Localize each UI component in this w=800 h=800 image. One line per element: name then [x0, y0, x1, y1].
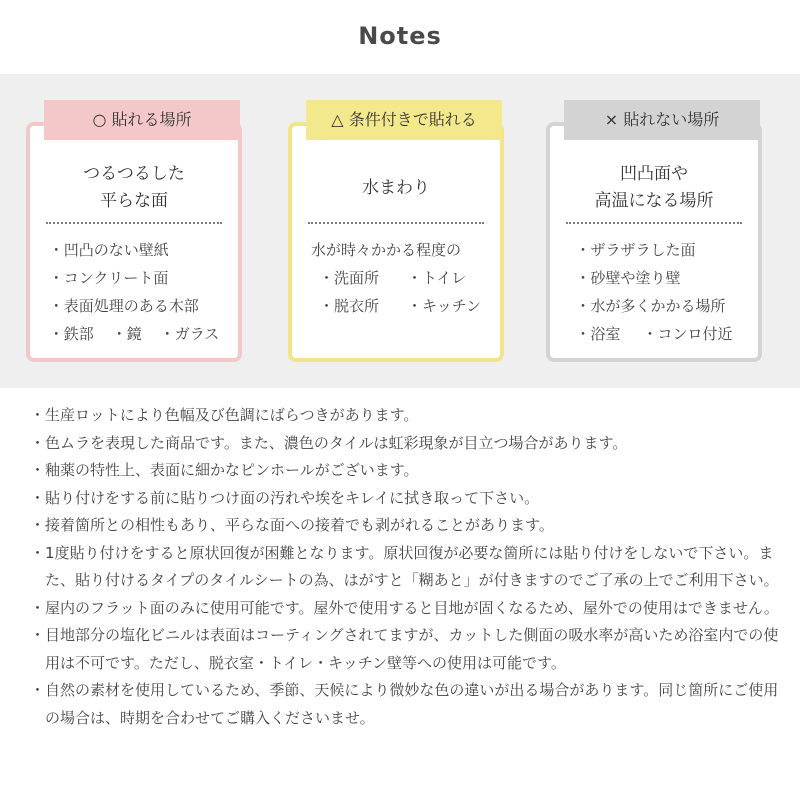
card-conditional	[288, 110, 504, 362]
note-bullet: ・	[30, 433, 46, 452]
card-cannot-apply	[546, 110, 762, 362]
card-tag-can-apply: ○ 貼れる場所	[44, 100, 240, 140]
card-heading	[292, 156, 500, 220]
list-item: ・キッチン	[407, 297, 481, 315]
note-text: 1度貼り付けをすると原状回復が困難となります。原状回復が必要な箇所には貼り付けをしないで下さい。また、貼り付けるタイプのタイルシートの為、はがすと「糊あと」が付きますのでご了承の上でご利用下さい。	[45, 543, 779, 589]
note-bullet: ・	[30, 488, 46, 507]
list-item: ・コンクリート面	[48, 269, 169, 287]
note-bullet: ・	[30, 516, 46, 534]
card-can-apply	[26, 110, 242, 362]
page-title: Notes	[358, 22, 442, 50]
card-heading-line: 高温になる場所	[594, 191, 714, 211]
card-heading-line: 凹凸面や	[620, 164, 688, 184]
dotted-divider	[46, 222, 222, 224]
list-item: ・ガラス	[159, 325, 220, 343]
note-bullet: ・	[30, 461, 46, 479]
list-item-row	[311, 292, 481, 320]
card-item-list	[550, 236, 758, 348]
note-item	[30, 595, 780, 623]
dotted-divider	[566, 222, 742, 224]
note-bullet: ・	[30, 406, 46, 424]
list-item: ・表面処理のある木部	[48, 297, 199, 315]
dotted-divider	[308, 222, 484, 224]
list-item: ・コンロ付近	[642, 325, 733, 343]
note-text: 接着箇所との相性もあり、平らな面への接着でも剥がれることがあります。	[45, 516, 554, 534]
note-item	[30, 402, 780, 430]
list-item: ・鉄部	[48, 325, 94, 343]
note-text: 生産ロットにより色幅及び色調にばらつきがあります。	[45, 406, 419, 424]
note-item	[30, 677, 780, 732]
card-heading-line: 平らな面	[100, 191, 168, 211]
list-item: ・脱衣所	[319, 297, 380, 315]
note-item	[30, 485, 780, 513]
note-text: 色ムラを表現した商品です。また、濃色のタイルは虹彩現象が目立つ場合があります。	[45, 433, 628, 452]
list-item: ・凹凸のない壁紙	[48, 241, 169, 259]
list-item: ・鏡	[111, 325, 142, 343]
list-item: ・水が多くかかる場所	[575, 297, 726, 315]
list-item: ・浴室	[575, 325, 621, 343]
card-item-list	[292, 236, 500, 320]
note-item	[30, 512, 780, 540]
card-tag-conditional: △ 条件付きで貼れる	[306, 100, 502, 140]
note-text: 屋内のフラット面のみに使用可能です。屋外で使用すると目地が固くなるため、屋外での使用はできません。	[45, 598, 779, 617]
note-bullet: ・	[30, 598, 46, 617]
list-item: 水が時々かかる程度の	[311, 241, 462, 259]
note-bullet: ・	[30, 626, 46, 644]
list-item-row	[49, 320, 220, 348]
note-bullet: ・	[30, 681, 46, 699]
note-bullet: ・	[30, 543, 46, 562]
card-item-list	[30, 236, 238, 348]
list-item: ・洗面所	[319, 269, 380, 287]
notes-list	[30, 402, 780, 732]
note-item	[30, 430, 780, 458]
note-text: 自然の素材を使用しているため、季節、天候により微妙な色の違いが出る場合があります。同じ箇所にご使用の場合は、時期を合わせてご購入くださいませ。	[45, 681, 779, 727]
note-item	[30, 457, 780, 485]
list-item: ・トイレ	[407, 269, 467, 287]
card-heading-line: 水まわり	[362, 177, 430, 198]
note-text: 目地部分の塩化ビニルは表面はコーティングされてますが、カットした側面の吸水率が高いため浴室内での使用は不可です。ただし、脱衣室・トイレ・キッチン壁等への使用は可能です。	[45, 626, 779, 672]
card-tag-cannot-apply: × 貼れない場所	[564, 100, 760, 140]
card-heading	[550, 156, 758, 220]
list-item-row	[575, 320, 732, 348]
list-item: ・ザラザラした面	[575, 241, 696, 259]
note-item	[30, 540, 780, 595]
card-heading	[30, 156, 238, 220]
placement-guide	[0, 74, 800, 388]
note-text: 釉薬の特性上、表面に細かなピンホールがございます。	[45, 461, 419, 479]
list-item: ・砂壁や塗り壁	[575, 269, 681, 287]
card-heading-line: つるつるした	[83, 164, 185, 184]
list-item-row	[311, 264, 481, 292]
note-text: 貼り付けをする前に貼りつけ面の汚れや埃をキレイに拭き取って下さい。	[45, 488, 540, 507]
note-item	[30, 622, 780, 677]
